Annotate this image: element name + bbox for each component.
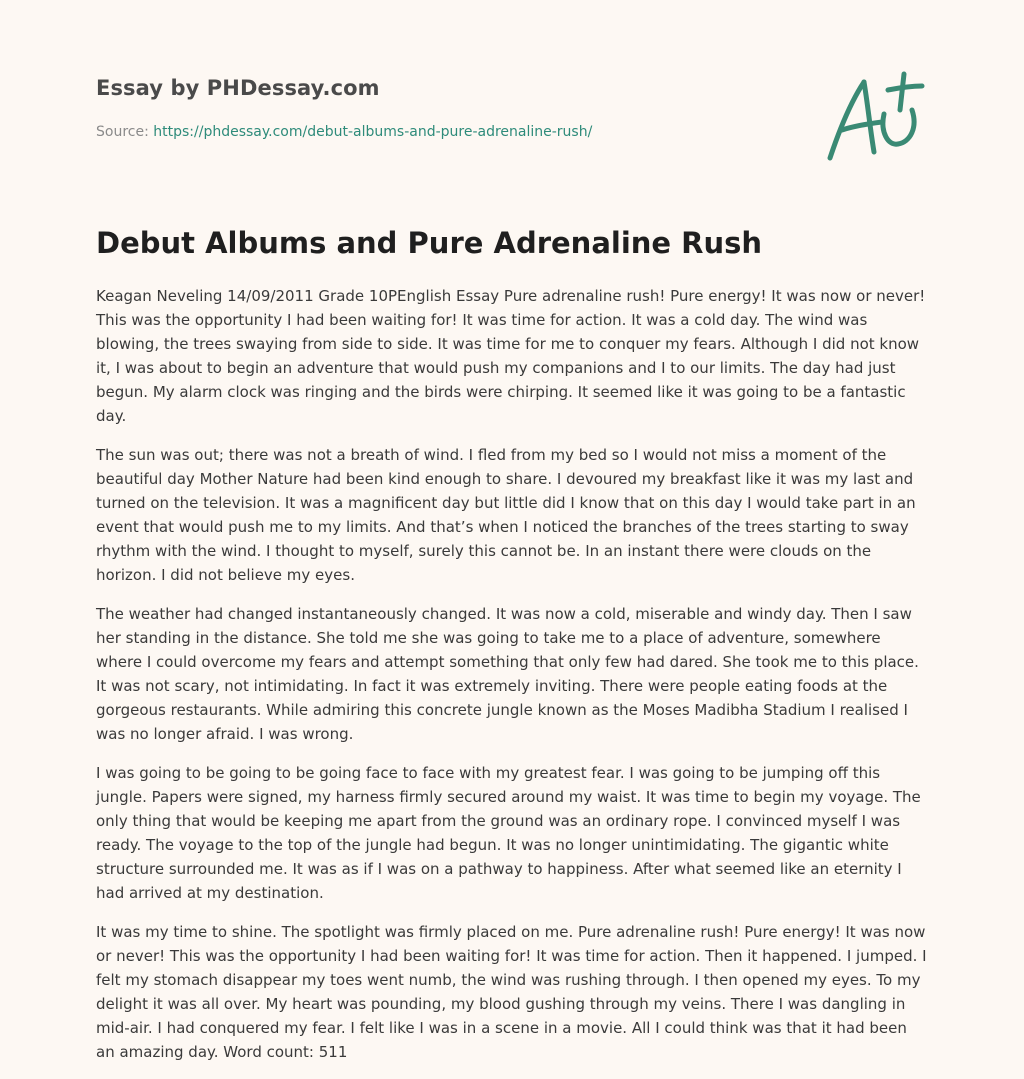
essay-paragraph: I was going to be going to be going face to face with my greatest fear. I was going to be jumping off this jungle. Papers were signed, my harness firmly secured around my waist. It was time to begin my voyage. The only thing that would be keeping me apart from the ground was an ordinary rope. I convinced myself I was ready. The voyage to the top of the jungle had begun. It was no longer unintimidating. The gigantic white structure surrounded me. It was as if I was on a pathway to happiness. After what seemed like an eternity I had arrived at my destination. (96, 764, 921, 902)
essay-body (96, 284, 928, 1079)
essay-paragraph: The weather had changed instantaneously changed. It was now a cold, miserable and windy day. Then I saw her standing in the distance. She told me she was going to take me to a place of adventure, somewhere where I could overcome my fears and attempt something that only few had dared. She took me to this place. It was not scary, not intimidating. In fact it was extremely inviting. There were people eating foods at the gorgeous restaurants. While admiring this concrete jungle known as the Moses Madibha Stadium I realised I was no longer afraid. I was wrong. (96, 605, 919, 743)
essay-paragraph: Keagan Neveling 14/09/2011 Grade 10PEnglish Essay Pure adrenaline rush! Pure energy! It was now or never! This was the opportunity I had been waiting for! It was time for action. It was a cold day. The wind was blowing, the trees swaying from side to side. It was time for me to conquer my fears. Although I did not know it, I was about to begin an adventure that would push my companions and I to our limits. The day had just begun. My alarm clock was ringing and the birds were chirping. It seemed like it was going to be a fantastic day. (96, 287, 926, 425)
essay-paragraph: The sun was out; there was not a breath of wind. I fled from my bed so I would not miss a moment of the beautiful day Mother Nature had been kind enough to share. I devoured my breakfast like it was my last and turned on the television. It was a magnificent day but little did I know that on this day I would take part in an event that would push me to my limits. And that’s when I noticed the branches of the trees starting to sway rhythm with the wind. I thought to myself, surely this cannot be. In an instant there were clouds on the horizon. I did not believe my eyes. (96, 446, 916, 584)
source-line (96, 124, 592, 140)
essay-paragraph: It was my time to shine. The spotlight was firmly placed on me. Pure adrenaline rush! Pure energy! It was now or never! This was the opportunity I had been waiting for! It was time for action. Then it happened. I jumped. I felt my stomach disappear my toes went numb, the wind was rushing through. I then opened my eyes. To my delight it was all over. My heart was pounding, my blood gushing through my veins. There I was dangling in mid-air. I had conquered my fear. I felt like I was in a scene in a movie. All I could think was that it had been an amazing day. Word count: 511 (96, 923, 927, 1061)
a-plus-grade-icon (824, 66, 928, 166)
essay-title: Debut Albums and Pure Adrenaline Rush (96, 226, 763, 260)
site-brand: Essay by PHDessay.com (96, 76, 380, 100)
source-link[interactable]: https://phdessay.com/debut-albums-and-pure-adrenaline-rush/ (153, 124, 593, 140)
source-label: Source: (96, 124, 149, 140)
